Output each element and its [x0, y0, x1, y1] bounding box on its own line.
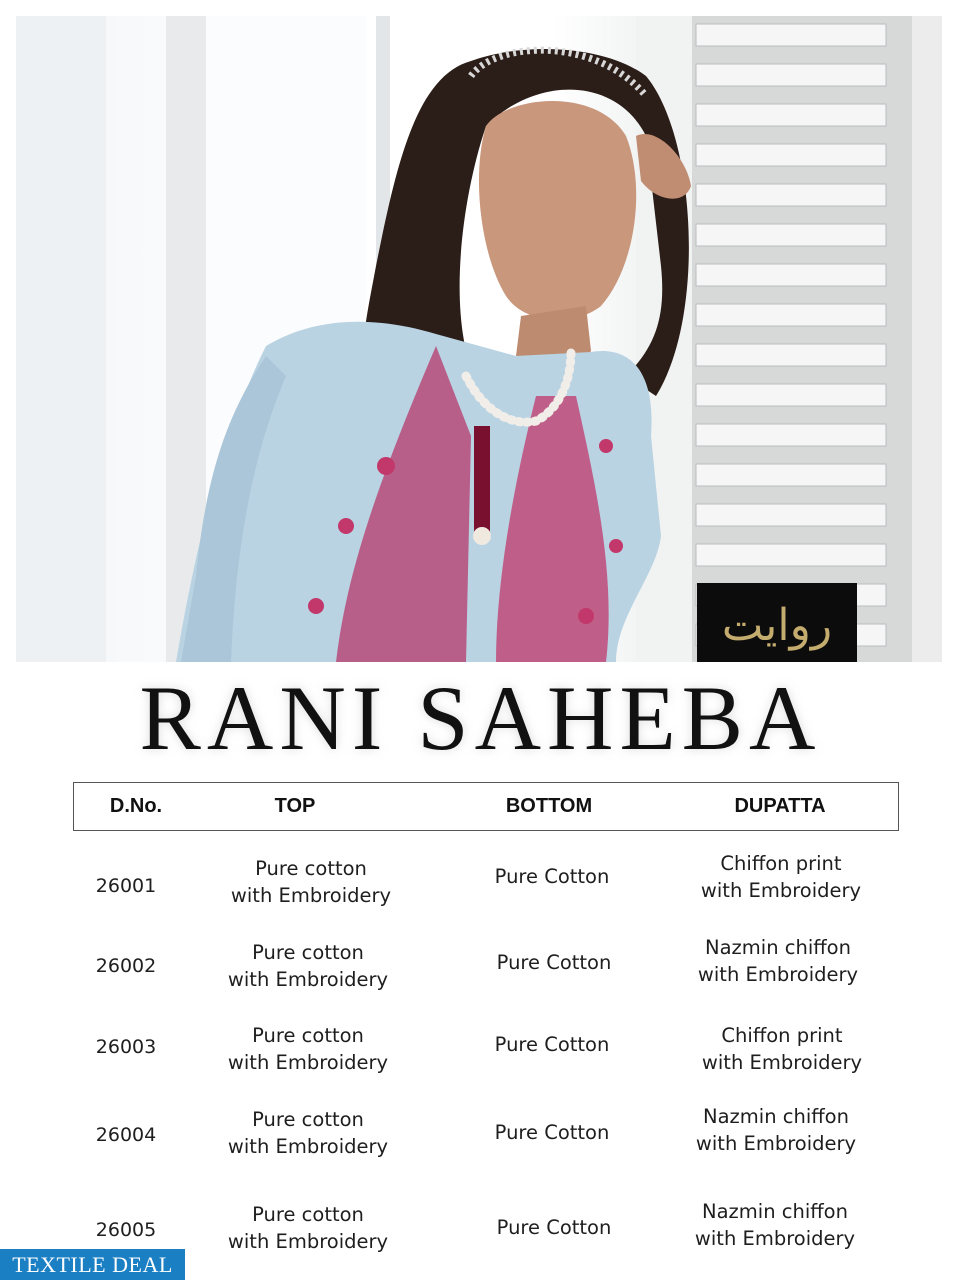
row-dno: 26005 — [95, 1219, 157, 1241]
row-bottom: Pure Cotton — [494, 1033, 610, 1056]
hero-photo — [16, 16, 942, 662]
row-bottom: Pure Cotton — [494, 1121, 610, 1144]
row-top: Pure cotton with Embroidery — [227, 941, 389, 991]
row-top: Pure cotton with Embroidery — [227, 1024, 389, 1074]
header-bottom: BOTTOM — [505, 795, 593, 817]
row-dupatta: Chiffon print with Embroidery — [701, 1024, 863, 1074]
row-dno: 26002 — [95, 955, 157, 977]
row-dupatta: Nazmin chiffon with Embroidery — [697, 936, 859, 986]
row-dupatta: Nazmin chiffon with Embroidery — [695, 1105, 857, 1155]
brand-logo — [697, 583, 857, 662]
header-dno: D.No. — [109, 795, 163, 817]
row-dupatta: Nazmin chiffon with Embroidery — [694, 1200, 856, 1250]
row-dno: 26004 — [95, 1124, 157, 1146]
row-dno: 26003 — [95, 1036, 157, 1058]
brand-logo-arabic-text: روایت — [721, 600, 833, 651]
model-illustration — [16, 16, 942, 662]
table-header — [73, 782, 899, 831]
catalog-title: RANI SAHEBA — [139, 667, 822, 769]
row-dupatta: Chiffon print with Embroidery — [700, 852, 862, 902]
header-dupatta: DUPATTA — [734, 795, 826, 817]
row-dno: 26001 — [95, 875, 157, 897]
row-bottom: Pure Cotton — [496, 951, 612, 974]
textile-deal-watermark: TEXTILE DEAL — [0, 1249, 185, 1280]
row-top: Pure cotton with Embroidery — [230, 857, 392, 907]
header-top: TOP — [274, 795, 316, 817]
row-top: Pure cotton with Embroidery — [227, 1108, 389, 1158]
row-bottom: Pure Cotton — [496, 1216, 612, 1239]
row-top: Pure cotton with Embroidery — [227, 1203, 389, 1253]
row-bottom: Pure Cotton — [494, 865, 610, 888]
